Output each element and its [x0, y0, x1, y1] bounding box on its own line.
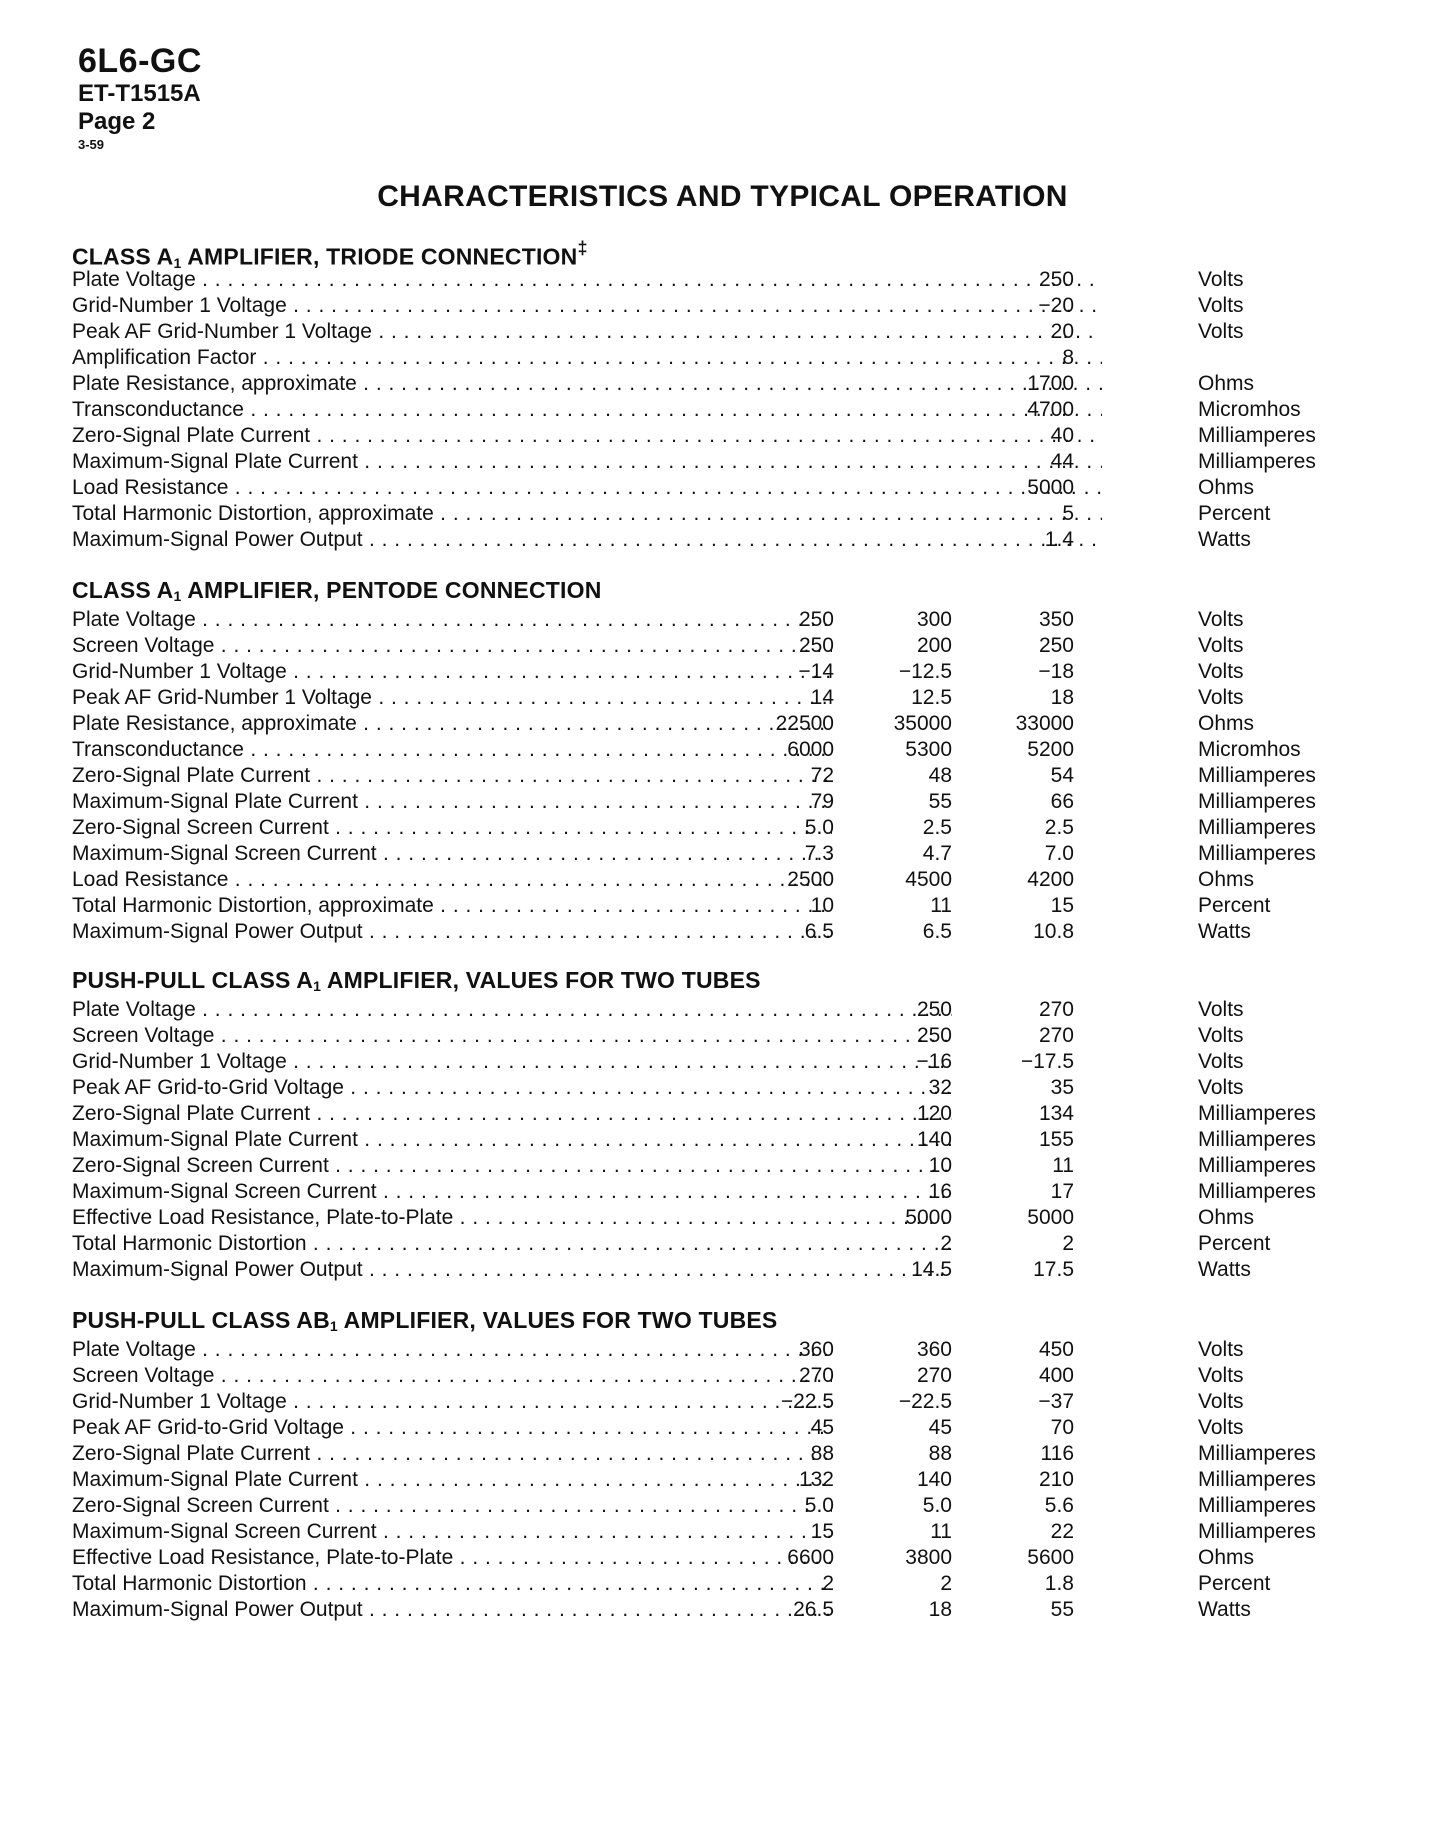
spec-row [72, 1363, 1362, 1389]
spec-value: 26.5 [793, 1598, 834, 1621]
spec-value: 132 [798, 1468, 834, 1491]
spec-value: 11 [1052, 1154, 1074, 1177]
spec-label: Zero-Signal Plate Current . . . [72, 1441, 832, 1467]
spec-row [72, 267, 1362, 293]
spec-label: Total Harmonic Distortion . . . [72, 1231, 952, 1257]
spec-value: 2 [940, 1572, 952, 1595]
spec-value: 116 [1040, 1442, 1074, 1465]
spec-value: 55 [928, 790, 952, 813]
spec-label: Peak AF Grid-to-Grid Voltage . . . [72, 1415, 832, 1441]
spec-unit: Volts [1198, 634, 1244, 657]
spec-value: 10.8 [1033, 920, 1074, 943]
section-title-text: CLASS A [72, 577, 174, 603]
spec-unit: Milliamperes [1198, 1154, 1316, 1177]
spec-label: Grid-Number 1 Voltage . . . [72, 1049, 952, 1075]
spec-unit: Milliamperes [1198, 1102, 1316, 1125]
section-title-subscript: 1 [329, 1318, 338, 1334]
spec-unit: Milliamperes [1198, 1468, 1316, 1491]
spec-value: 70 [1050, 1416, 1074, 1439]
spec-unit: Milliamperes [1198, 450, 1316, 473]
spec-value: 2.5 [1044, 816, 1074, 839]
spec-value: 360 [916, 1338, 952, 1361]
spec-value: −16 [916, 1050, 952, 1073]
spec-unit: Milliamperes [1198, 790, 1316, 813]
spec-value: 79 [810, 790, 834, 813]
spec-row [72, 1571, 1362, 1597]
spec-row [72, 1467, 1362, 1493]
spec-label: Zero-Signal Plate Current . . . [72, 1101, 952, 1127]
spec-unit: Ohms [1198, 476, 1255, 499]
spec-row [72, 501, 1362, 527]
spec-unit: Volts [1198, 294, 1244, 317]
spec-row [72, 1205, 1362, 1231]
tube-model: 6L6-GC [78, 42, 202, 80]
spec-value: 200 [916, 634, 952, 657]
spec-unit: Ohms [1198, 1206, 1255, 1229]
spec-value: 12.5 [911, 686, 952, 709]
spec-value: 4200 [1027, 868, 1074, 891]
spec-label: Peak AF Grid-to-Grid Voltage . . . [72, 1075, 952, 1101]
spec-unit: Percent [1198, 1572, 1271, 1595]
spec-unit: Volts [1198, 1050, 1244, 1073]
spec-unit: Volts [1198, 1364, 1244, 1387]
spec-label: Maximum-Signal Power Output . . . [72, 527, 1102, 553]
spec-row [72, 685, 1362, 711]
spec-unit: Volts [1198, 660, 1244, 683]
spec-value: 5000 [905, 1206, 952, 1229]
spec-value: 120 [916, 1102, 952, 1125]
spec-label: Peak AF Grid-Number 1 Voltage . . . [72, 319, 1102, 345]
spec-row [72, 1441, 1362, 1467]
spec-row [72, 1049, 1362, 1075]
spec-label: Zero-Signal Screen Current . . . [72, 1153, 952, 1179]
spec-value: 140 [916, 1128, 952, 1151]
spec-row [72, 293, 1362, 319]
spec-label: Grid-Number 1 Voltage . . . [72, 293, 1102, 319]
spec-label: Grid-Number 1 Voltage . . . [72, 1389, 832, 1415]
spec-unit: Volts [1198, 268, 1244, 291]
spec-row [72, 475, 1362, 501]
spec-row [72, 1493, 1362, 1519]
spec-unit: Percent [1198, 502, 1271, 525]
spec-value: 250 [798, 608, 834, 631]
spec-row [72, 1519, 1362, 1545]
spec-value: 18 [1050, 686, 1074, 709]
spec-value: −18 [1038, 660, 1074, 683]
document-code: ET-T1515A [78, 80, 201, 107]
spec-unit: Milliamperes [1198, 1494, 1316, 1517]
spec-row [72, 1545, 1362, 1571]
spec-label: Plate Voltage . . . [72, 1337, 832, 1363]
spec-value: 1700 [1027, 372, 1074, 395]
spec-value: 6000 [787, 738, 834, 761]
document-date: 3-59 [78, 137, 105, 152]
spec-value: 17.5 [1033, 1258, 1074, 1281]
spec-label: Plate Resistance, approximate . . . [72, 711, 832, 737]
spec-value: 8 [1062, 346, 1074, 369]
spec-value: 14 [810, 686, 834, 709]
spec-value: 22500 [775, 712, 834, 735]
spec-unit: Milliamperes [1198, 1442, 1316, 1465]
spec-section [72, 1303, 1362, 1623]
spec-label: Effective Load Resistance, Plate-to-Plate . . . [72, 1545, 832, 1571]
spec-unit: Ohms [1198, 1546, 1255, 1569]
spec-value: 5 [1062, 502, 1074, 525]
spec-unit: Volts [1198, 1024, 1244, 1047]
spec-label: Zero-Signal Screen Current . . . [72, 1493, 832, 1519]
spec-value: 88 [810, 1442, 834, 1465]
spec-value: 270 [916, 1364, 952, 1387]
spec-unit: Percent [1198, 894, 1271, 917]
spec-label: Maximum-Signal Power Output . . . [72, 1597, 832, 1623]
spec-value: 35000 [893, 712, 952, 735]
spec-row [72, 1127, 1362, 1153]
spec-row [72, 893, 1362, 919]
section-title-subscript: 1 [173, 254, 182, 271]
spec-label: Maximum-Signal Plate Current . . . [72, 789, 832, 815]
spec-row [72, 815, 1362, 841]
spec-value: 18 [928, 1598, 952, 1621]
spec-value: 250 [1038, 634, 1074, 657]
spec-value: 250 [798, 634, 834, 657]
spec-label: Maximum-Signal Screen Current . . . [72, 841, 832, 867]
spec-unit: Milliamperes [1198, 764, 1316, 787]
spec-value: 5.0 [804, 816, 834, 839]
spec-value: 300 [916, 608, 952, 631]
spec-value: 2500 [787, 868, 834, 891]
spec-value: 4500 [905, 868, 952, 891]
footnote-mark: ‡ [577, 238, 588, 258]
section-title [72, 963, 1362, 997]
spec-value: 17 [1050, 1180, 1074, 1203]
spec-value: 7.0 [1044, 842, 1074, 865]
spec-value: 270 [1038, 1024, 1074, 1047]
spec-value: −22.5 [780, 1390, 834, 1413]
spec-label: Maximum-Signal Screen Current . . . [72, 1519, 832, 1545]
spec-row [72, 1337, 1362, 1363]
spec-unit: Volts [1198, 1416, 1244, 1439]
spec-value: 450 [1038, 1338, 1074, 1361]
spec-label: Plate Voltage . . . [72, 607, 832, 633]
spec-unit: Volts [1198, 320, 1244, 343]
spec-row [72, 371, 1362, 397]
section-title-text: AMPLIFIER, VALUES FOR TWO TUBES [321, 967, 761, 993]
spec-value: 250 [916, 1024, 952, 1047]
spec-value: 45 [928, 1416, 952, 1439]
spec-unit: Milliamperes [1198, 842, 1316, 865]
section-title [72, 233, 1362, 271]
spec-label: Maximum-Signal Power Output . . . [72, 1257, 952, 1283]
spec-unit: Watts [1198, 920, 1251, 943]
spec-value: 2.5 [922, 816, 952, 839]
spec-row [72, 1075, 1362, 1101]
spec-label: Transconductance . . . [72, 737, 832, 763]
spec-value: 5300 [905, 738, 952, 761]
spec-value: 5000 [1027, 476, 1074, 499]
spec-row [72, 1415, 1362, 1441]
spec-label: Total Harmonic Distortion . . . [72, 1571, 832, 1597]
spec-row [72, 527, 1362, 553]
spec-value: 35 [1050, 1076, 1074, 1099]
spec-value: 4.7 [922, 842, 952, 865]
spec-label: Screen Voltage . . . [72, 1023, 952, 1049]
section-title-text: AMPLIFIER, VALUES FOR TWO TUBES [337, 1307, 778, 1333]
spec-value: 140 [916, 1468, 952, 1491]
spec-value: −14 [798, 660, 834, 683]
spec-label: Total Harmonic Distortion, approximate . . . [72, 501, 1102, 527]
spec-label: Screen Voltage . . . [72, 1363, 832, 1389]
spec-row [72, 607, 1362, 633]
spec-label: Zero-Signal Screen Current . . . [72, 815, 832, 841]
spec-value: 88 [928, 1442, 952, 1465]
spec-value: 1.8 [1044, 1572, 1074, 1595]
spec-value: 22 [1050, 1520, 1074, 1543]
spec-row [72, 423, 1362, 449]
spec-value: 5.0 [922, 1494, 952, 1517]
spec-value: 350 [1038, 608, 1074, 631]
section-title-subscript: 1 [173, 588, 182, 604]
spec-value: −12.5 [898, 660, 952, 683]
spec-value: 66 [1050, 790, 1074, 813]
section-title-text: AMPLIFIER, TRIODE CONNECTION [181, 243, 578, 270]
spec-row [72, 711, 1362, 737]
spec-value: 4700 [1027, 398, 1074, 421]
spec-row [72, 1179, 1362, 1205]
spec-section [72, 573, 1362, 945]
section-title [72, 1303, 1362, 1337]
section-title-subscript: 1 [313, 978, 322, 994]
spec-value: 45 [810, 1416, 834, 1439]
spec-value: 5.0 [804, 1494, 834, 1517]
spec-label: Load Resistance . . . [72, 475, 1102, 501]
spec-unit: Watts [1198, 1258, 1251, 1281]
spec-value: 55 [1050, 1598, 1074, 1621]
spec-label: Transconductance . . . [72, 397, 1102, 423]
spec-value: 250 [1038, 268, 1074, 291]
spec-value: 360 [798, 1338, 834, 1361]
spec-value: 1.4 [1044, 528, 1074, 551]
page-number: Page 2 [78, 108, 156, 135]
spec-row [72, 345, 1362, 371]
spec-unit: Volts [1198, 1338, 1244, 1361]
spec-label: Peak AF Grid-Number 1 Voltage . . . [72, 685, 832, 711]
spec-label: Amplification Factor . . . [72, 345, 1102, 371]
spec-label: Plate Resistance, approximate . . . [72, 371, 1102, 397]
spec-value: 210 [1038, 1468, 1074, 1491]
spec-label: Maximum-Signal Screen Current . . . [72, 1179, 952, 1205]
spec-label: Load Resistance . . . [72, 867, 832, 893]
section-title-text: PUSH-PULL CLASS AB [72, 1307, 330, 1333]
section-title-text: PUSH-PULL CLASS A [72, 967, 314, 993]
spec-value: 20 [1050, 320, 1074, 343]
spec-value: 134 [1038, 1102, 1074, 1125]
spec-row [72, 997, 1362, 1023]
spec-value: 250 [916, 998, 952, 1021]
spec-unit: Ohms [1198, 712, 1255, 735]
spec-label: Plate Voltage . . . [72, 267, 1102, 293]
spec-value: 33000 [1015, 712, 1074, 735]
spec-unit: Watts [1198, 1598, 1251, 1621]
spec-value: 2 [1062, 1232, 1074, 1255]
section-title [72, 573, 1362, 607]
spec-value: 5000 [1027, 1206, 1074, 1229]
spec-value: 15 [1050, 894, 1074, 917]
spec-value: 10 [928, 1154, 952, 1177]
spec-label: Total Harmonic Distortion, approximate . . . [72, 893, 832, 919]
spec-row [72, 1153, 1362, 1179]
spec-value: −17.5 [1020, 1050, 1074, 1073]
spec-unit: Volts [1198, 686, 1244, 709]
spec-value: 5600 [1027, 1546, 1074, 1569]
spec-row [72, 449, 1362, 475]
spec-value: 6.5 [804, 920, 834, 943]
spec-unit: Micromhos [1198, 398, 1301, 421]
spec-row [72, 1023, 1362, 1049]
spec-row [72, 319, 1362, 345]
spec-unit: Volts [1198, 998, 1244, 1021]
spec-value: 11 [930, 894, 952, 917]
spec-section [72, 963, 1362, 1283]
spec-value: 15 [810, 1520, 834, 1543]
spec-value: 44 [1050, 450, 1074, 473]
spec-value: 72 [810, 764, 834, 787]
spec-row [72, 763, 1362, 789]
spec-value: 400 [1038, 1364, 1074, 1387]
spec-unit: Watts [1198, 528, 1251, 551]
spec-row [72, 1389, 1362, 1415]
spec-label: Screen Voltage . . . [72, 633, 832, 659]
spec-value: 2 [822, 1572, 834, 1595]
spec-label: Maximum-Signal Plate Current . . . [72, 1467, 832, 1493]
spec-row [72, 633, 1362, 659]
spec-unit: Milliamperes [1198, 424, 1316, 447]
spec-unit: Volts [1198, 1076, 1244, 1099]
spec-value: −20 [1038, 294, 1074, 317]
spec-unit: Percent [1198, 1232, 1271, 1255]
spec-label: Plate Voltage . . . [72, 997, 952, 1023]
spec-value: 270 [798, 1364, 834, 1387]
document-header [78, 44, 202, 151]
spec-label: Zero-Signal Plate Current . . . [72, 763, 832, 789]
spec-unit: Ohms [1198, 868, 1255, 891]
spec-value: 3800 [905, 1546, 952, 1569]
spec-unit: Milliamperes [1198, 1180, 1316, 1203]
spec-label: Maximum-Signal Plate Current . . . [72, 1127, 952, 1153]
spec-section [72, 233, 1362, 553]
spec-row [72, 1231, 1362, 1257]
spec-row [72, 789, 1362, 815]
spec-unit: Ohms [1198, 372, 1255, 395]
spec-value: 16 [928, 1180, 952, 1203]
spec-unit: Milliamperes [1198, 816, 1316, 839]
spec-value: 270 [1038, 998, 1074, 1021]
spec-row [72, 659, 1362, 685]
spec-row [72, 1597, 1362, 1623]
spec-value: 5200 [1027, 738, 1074, 761]
page-title: CHARACTERISTICS AND TYPICAL OPERATION [377, 180, 1068, 213]
spec-unit: Milliamperes [1198, 1128, 1316, 1151]
spec-label: Effective Load Resistance, Plate-to-Plate . . . [72, 1205, 952, 1231]
spec-value: 6600 [787, 1546, 834, 1569]
spec-unit: Micromhos [1198, 738, 1301, 761]
spec-value: 5.6 [1044, 1494, 1074, 1517]
spec-value: 2 [940, 1232, 952, 1255]
spec-value: 7.3 [804, 842, 834, 865]
spec-label: Zero-Signal Plate Current . . . [72, 423, 1102, 449]
spec-value: −37 [1038, 1390, 1074, 1413]
spec-row [72, 1101, 1362, 1127]
spec-value: 10 [810, 894, 834, 917]
spec-value: 32 [928, 1076, 952, 1099]
spec-label: Maximum-Signal Power Output . . . [72, 919, 832, 945]
spec-row [72, 841, 1362, 867]
spec-value: 155 [1038, 1128, 1074, 1151]
spec-value: 11 [930, 1520, 952, 1543]
spec-value: 14.5 [911, 1258, 952, 1281]
spec-unit: Milliamperes [1198, 1520, 1316, 1543]
spec-row [72, 397, 1362, 423]
spec-unit: Volts [1198, 1390, 1244, 1413]
spec-label: Grid-Number 1 Voltage . . . [72, 659, 832, 685]
spec-value: −22.5 [898, 1390, 952, 1413]
spec-label: Maximum-Signal Plate Current . . . [72, 449, 1102, 475]
spec-value: 6.5 [922, 920, 952, 943]
spec-row [72, 867, 1362, 893]
spec-value: 40 [1050, 424, 1074, 447]
spec-unit: Volts [1198, 608, 1244, 631]
spec-row [72, 737, 1362, 763]
spec-value: 48 [928, 764, 952, 787]
spec-row [72, 1257, 1362, 1283]
spec-value: 54 [1050, 764, 1074, 787]
section-title-text: CLASS A [72, 243, 174, 270]
section-title-text: AMPLIFIER, PENTODE CONNECTION [181, 577, 602, 603]
spec-row [72, 919, 1362, 945]
